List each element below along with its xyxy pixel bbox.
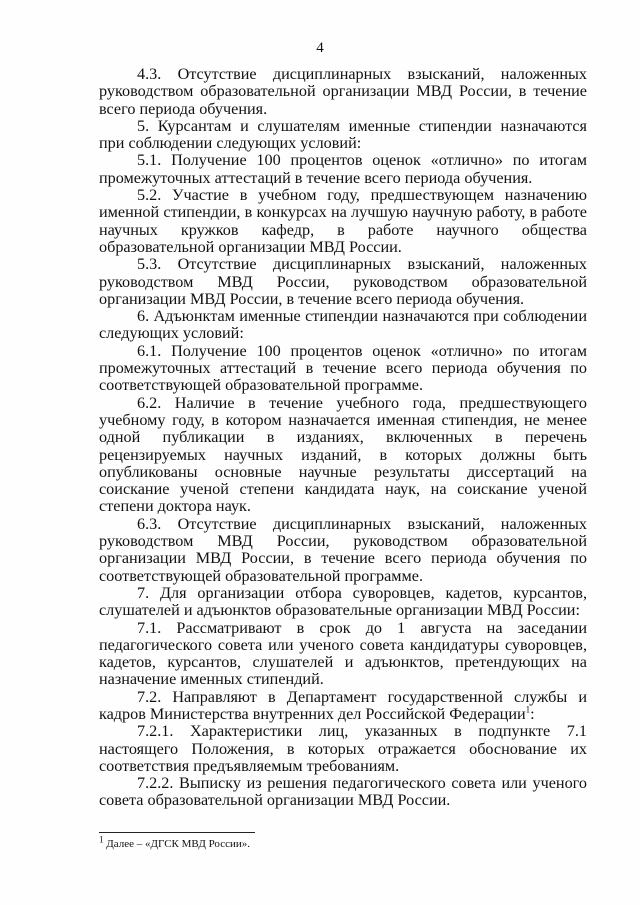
footnote-divider: [99, 832, 255, 833]
paragraph-7-2-text: 7.2. Направляют в Департамент государственной службы и кадров Министерства внутренних дел Российской Федерации: [99, 687, 587, 723]
paragraph-7-1: 7.1. Рассматривают в срок до 1 августа на заседании педагогического совета или ученого совета кандидатуры суворовцев, кадетов, курсантов, слушателей и адъюнктов, претендующих на назначение именных стипендий.: [99, 618, 587, 689]
page-number: 4: [316, 40, 324, 56]
paragraph-7-2-2: 7.2.2. Выписку из решения педагогического совета или ученого совета образовательной организации МВД России.: [99, 774, 587, 810]
paragraph-5: 5. Курсантам и слушателям именные стипендии назначаются при соблюдении следующих условий:: [99, 116, 587, 153]
paragraph-7-2-tail: :: [530, 704, 535, 723]
paragraph-6-3: 6.3. Отсутствие дисциплинарных взысканий, наложенных руководством МВД России, руководством образовательной организации МВД России, в течение всего периода обучения по соответствующей образовательной программе.: [99, 514, 587, 585]
paragraph-6: 6. Адъюнктам именные стипендии назначаются при соблюдении следующих условий:: [99, 307, 587, 343]
paragraph-7: 7. Для организации отбора суворовцев, кадетов, курсантов, слушателей и адъюнктов образовательные организации МВД России:: [99, 583, 587, 620]
footnote: [99, 834, 587, 851]
body-text: [99, 66, 587, 810]
footnote-reference: 1: [525, 704, 531, 715]
footnote-text: Далее – «ДГСК МВД России».: [103, 838, 250, 850]
paragraph-7-2: [99, 689, 587, 724]
paragraph-4-3: 4.3. Отсутствие дисциплинарных взысканий, наложенных руководством образовательной организации МВД России, в течение всего периода обучения.: [99, 65, 587, 118]
paragraph-7-2-1: 7.2.1. Характеристики лиц, указанных в подпункте 7.1 настоящего Положения, в которых отражается обоснование их соответствия предъявляемым требованиям.: [99, 722, 587, 775]
footnote-marker: 1: [99, 834, 104, 845]
paragraph-6-1: 6.1. Получение 100 процентов оценок «отлично» по итогам промежуточных аттестаций в течение всего периода обучения по соответствующей образовательной программе.: [99, 341, 587, 395]
paragraph-6-2: 6.2. Наличие в течение учебного года, предшествующего учебному году, в котором назначается именная стипендия, не менее одной публикации в изданиях, включенных в перечень рецензируемых научных изданий, в которых должны быть опубликованы основные научные результаты диссертаций на соискание ученой степени кандидата наук, на соискание ученой степени доктора наук.: [99, 393, 587, 516]
paragraph-5-1: 5.1. Получение 100 процентов оценок «отлично» по итогам промежуточных аттестаций в течение всего периода обучения.: [99, 151, 587, 187]
paragraph-5-2: 5.2. Участие в учебном году, предшествующем назначению именной стипендии, в конкурсах на лучшую научную работу, в работе научных кружков кафедр, в работе научного общества образовательной организации МВД России.: [99, 186, 587, 256]
paragraph-5-3: 5.3. Отсутствие дисциплинарных взысканий, наложенных руководством МВД России, руководством образовательной организации МВД России, в течение всего периода обучения.: [99, 255, 587, 308]
